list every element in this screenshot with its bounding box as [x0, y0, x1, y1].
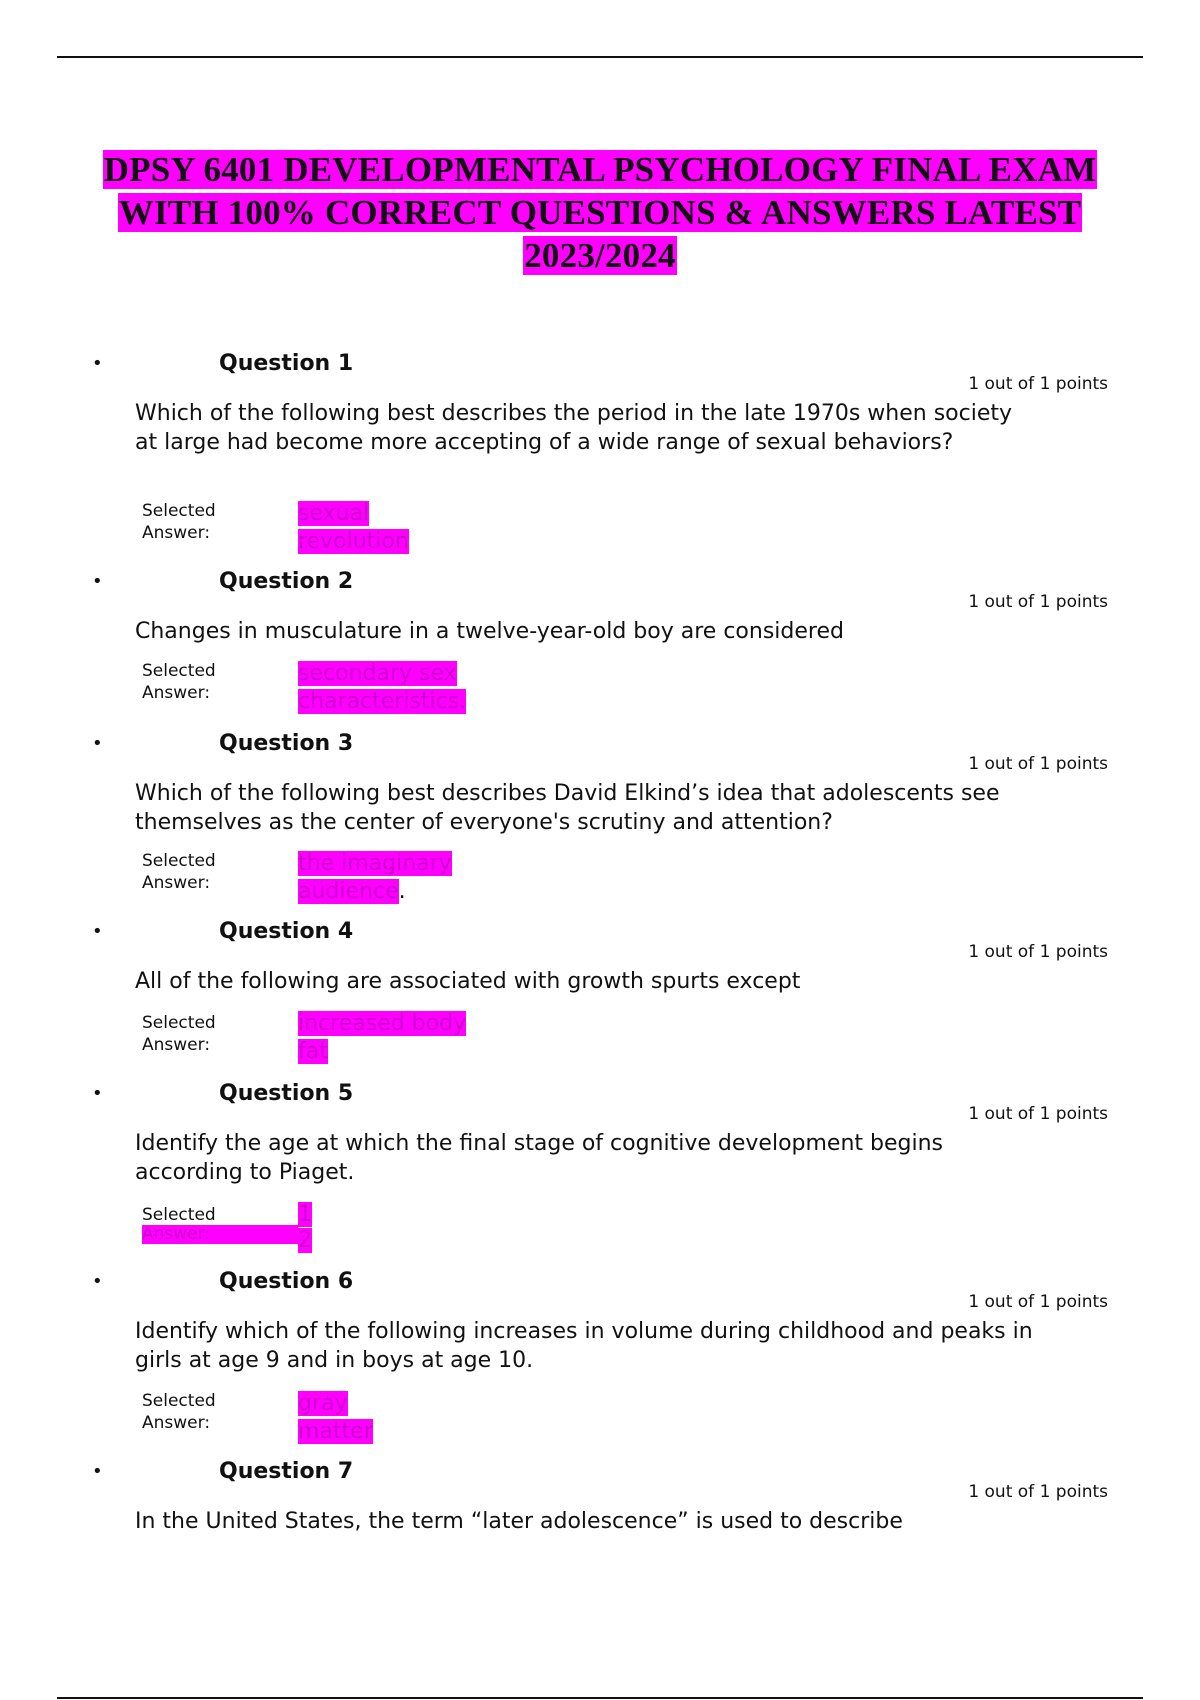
question-points: 1 out of 1 points — [968, 374, 1108, 394]
question-text: Identify the age at which the final stage of cognitive development begins according to Piaget. — [135, 1131, 944, 1185]
question-heading: Question 2 — [219, 569, 354, 594]
selected-answer-label: Selected Answer: — [142, 501, 216, 543]
question-text: In the United States, the term “later adolescence” is used to describe — [135, 1509, 903, 1534]
question-heading: Question 3 — [219, 731, 354, 756]
title-line-3: 2023/2024 — [524, 236, 676, 275]
answer-line-1: gray — [298, 1391, 348, 1416]
answer-line-1: 1 — [298, 1202, 312, 1227]
answer-line-2: characteristics. — [298, 689, 467, 714]
selected-answer — [298, 1010, 466, 1066]
selected-answer — [298, 850, 452, 906]
question-points: 1 out of 1 points — [968, 942, 1108, 962]
question-text: Which of the following best describes the period in the late 1970s when society at large had become more accepting of a wide range of sexual behaviors? — [135, 401, 1013, 455]
bottom-rule — [57, 1697, 1143, 1699]
selected-answer — [298, 1390, 373, 1446]
question-heading: Question 5 — [219, 1081, 354, 1106]
selected-answer — [298, 660, 466, 716]
title-line-1: DPSY 6401 DEVELOPMENTAL PSYCHOLOGY FINAL EXAM — [103, 150, 1097, 189]
selected-answer-label: Selected Answer: — [142, 1206, 298, 1244]
answer-line-1: the imaginary — [298, 851, 452, 876]
question-heading: Question 4 — [219, 919, 354, 944]
question-text: Changes in musculature in a twelve-year-old boy are considered — [135, 619, 844, 644]
answer-line-1: increased body — [298, 1011, 467, 1036]
question-text: Identify which of the following increases in volume during childhood and peaks in girls at age 9 and in boys at age 10. — [135, 1319, 1033, 1373]
bullet-icon: • — [92, 733, 103, 754]
answer-line-2: fat — [298, 1039, 328, 1064]
question-points: 1 out of 1 points — [968, 1104, 1108, 1124]
answer-line-1: secondary sex — [298, 661, 457, 686]
document-title — [60, 148, 1140, 277]
bullet-icon: • — [92, 1083, 103, 1104]
selected-answer — [298, 1202, 312, 1254]
answer-line-2: 2 — [298, 1228, 312, 1253]
selected-answer-label: Selected Answer: — [142, 1391, 216, 1433]
answer-line-2: matter — [298, 1419, 373, 1444]
top-rule — [57, 56, 1143, 58]
bullet-icon: • — [92, 1461, 103, 1482]
selected-answer-label: Selected Answer: — [142, 661, 216, 703]
selected-answer-label: Selected Answer: — [142, 1013, 216, 1055]
question-points: 1 out of 1 points — [968, 592, 1108, 612]
answer-line-2: audience — [298, 879, 399, 904]
question-heading: Question 6 — [219, 1269, 354, 1294]
question-heading: Question 1 — [219, 351, 354, 376]
title-line-2: WITH 100% CORRECT QUESTIONS & ANSWERS LATEST — [118, 193, 1082, 232]
bullet-icon: • — [92, 921, 103, 942]
bullet-icon: • — [92, 1271, 103, 1292]
bullet-icon: • — [92, 353, 103, 374]
answer-suffix: . — [398, 879, 406, 904]
question-points: 1 out of 1 points — [968, 1482, 1108, 1502]
question-points: 1 out of 1 points — [968, 754, 1108, 774]
answer-line-2: revolution — [298, 529, 409, 554]
selected-answer — [298, 500, 409, 556]
question-heading: Question 7 — [219, 1459, 354, 1484]
question-text: All of the following are associated with growth spurts except — [135, 969, 801, 994]
selected-answer-label: Selected Answer: — [142, 851, 216, 893]
question-points: 1 out of 1 points — [968, 1292, 1108, 1312]
bullet-icon: • — [92, 571, 103, 592]
answer-line-1: sexual — [298, 501, 370, 526]
question-text: Which of the following best describes David Elkind’s idea that adolescents see themselves as the center of everyone's scrutiny and attention? — [135, 781, 1000, 835]
